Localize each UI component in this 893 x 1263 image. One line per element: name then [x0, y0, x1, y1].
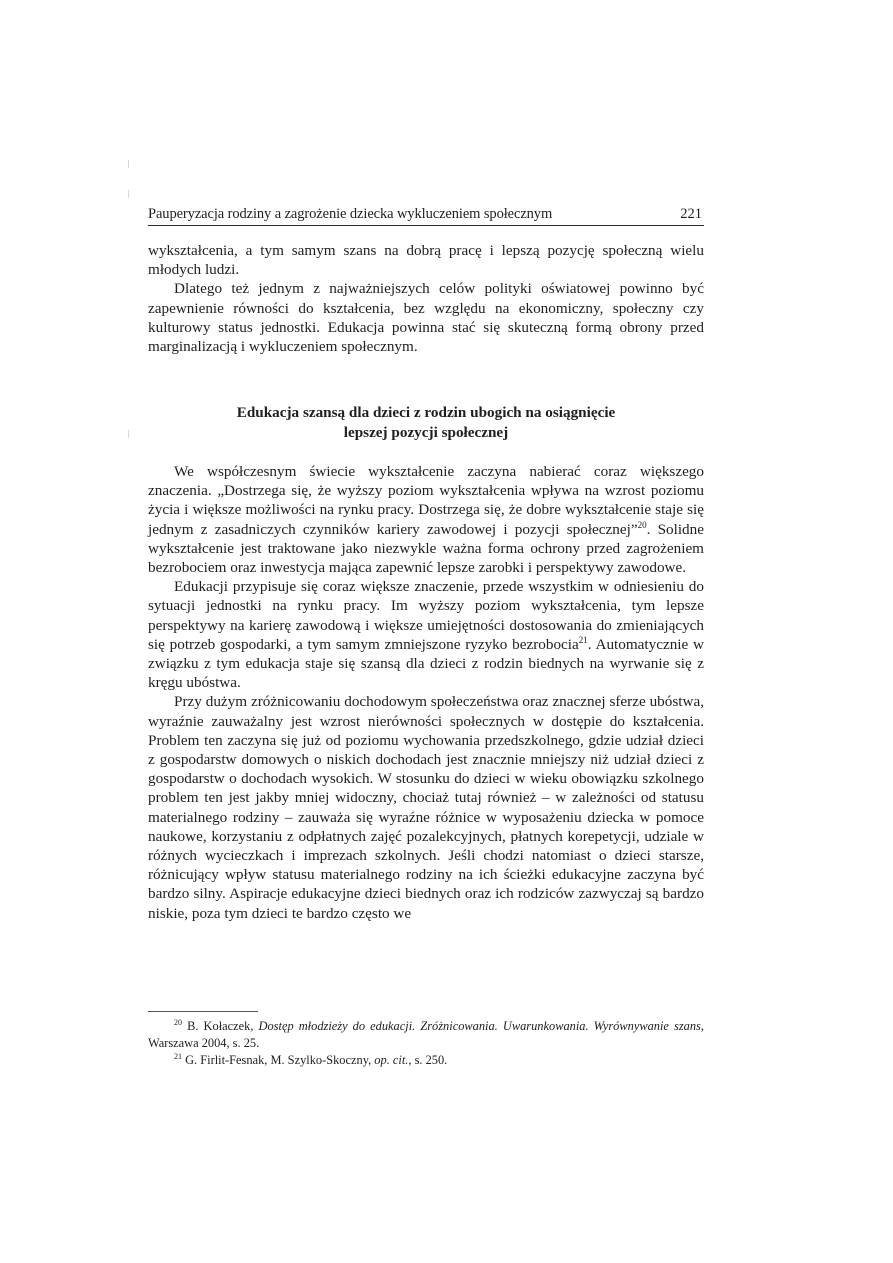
footnote-details: , Warszawa 2004, s. 25.	[148, 1019, 704, 1050]
paragraph-text: Edukacji przypisuje się coraz większe znaczenie, przede wszystkim w odniesieniu do sytuacji jednostki na rynku pracy. Im wyższy poziom wykształcenia, tym lepsze perspektywy na karierę zawodową i większe umiejętności dostosowania do zmieniających się potrzeb gospodarki, a tym samym zmniejszone ryzyko bezrobocia	[148, 578, 704, 653]
footnote-details: , s. 250.	[408, 1052, 448, 1067]
paragraph-text: We współczesnym świecie wykształcenie zaczyna nabierać coraz większego znaczenia. „Dostrzega się, że wyższy poziom wykształcenia wpływa na wzrost poziomu życia i większe możliwości na rynku pracy. Dostrzega się, że dobre wykształcenie staje się jednym z zasadniczych czynników kariery zawodowej i pozycji społecznej”	[148, 463, 704, 538]
footnote-number: 20	[174, 1018, 182, 1027]
footnote-ref-20: 20	[637, 519, 647, 530]
footnote-ref-21: 21	[578, 634, 588, 645]
footnote-author: B. Kołaczek,	[187, 1019, 259, 1033]
intro-paragraph-2: Dlatego też jednym z najważniejszych celów polityki oświatowej powinno być zapewnienie równości do kształcenia, bez względu na ekonomiczny, społeczny czy kulturowy status jednostki. Edukacja powinna stać się skuteczną formą obrony przed marginalizacją i wykluczeniem społecznym.	[148, 280, 704, 356]
intro-text	[148, 241, 704, 356]
section-text	[148, 462, 704, 923]
footnote-separator	[148, 1011, 258, 1012]
intro-paragraph-1: wykształcenia, a tym samym szans na dobrą pracę i lepszą pozycję społeczną wielu młodych ludzi.	[148, 242, 704, 279]
running-header-title: Pauperyzacja rodziny a zagrożenie dziecka wykluczeniem społecznym	[148, 206, 553, 222]
section-paragraph-2	[148, 577, 704, 692]
margin-scan-marks	[128, 160, 130, 460]
footnote-20	[148, 1018, 704, 1052]
scan-speck	[128, 160, 129, 168]
section-heading	[148, 403, 704, 443]
footnote-title: op. cit.	[374, 1052, 409, 1067]
footnote-21	[148, 1052, 704, 1069]
paragraph-text: . Solidne wykształcenie jest traktowane jako niezwykle ważna forma ochrony przed zagrożeniem bezrobociem oraz inwestycja mająca zapewnić lepsze zarobki i perspektywy zawodowe.	[148, 520, 704, 577]
footnote-author: G. Firlit-Fesnak, M. Szylko-Skoczny,	[185, 1052, 375, 1067]
section-heading-line-1: Edukacja szansą dla dzieci z rodzin ubogich na osiągnięcie	[236, 404, 616, 421]
footnote-number: 21	[174, 1051, 182, 1061]
section-heading-line-2: lepszej pozycji społecznej	[343, 424, 509, 441]
page-number: 221	[680, 206, 702, 222]
section-paragraph-3: Przy dużym zróżnicowaniu dochodowym społeczeństwa oraz znacznej sferze ubóstwa, wyraźnie zauważalny jest wzrost nierówności społecznych w dostępie do kształcenia. Problem ten zaczyna się już od poziomu wychowania przedszkolnego, gdzie udział dzieci z gospodarstw domowych o niskich dochodach jest znacznie mniejszy niż udział dzieci z gospodarstw o dochodach wysokich. W stosunku do dzieci w wieku obowiązku szkolnego problem ten jest jakby mniej widoczny, chociaż tutaj również – w zależności od statusu materialnego rodziny – zauważa się wyraźne różnice w wyposażeniu dziecka w pomoce naukowe, korzystaniu z odpłatnych zajęć pozalekcyjnych, płatnych korepetycji, udziale w różnych wycieczkach i imprezach szkolnych. Jeśli chodzi natomiast o dzieci starsze, różnicujący wpływ statusu materialnego rodziny na ich ścieżki edukacyjne zaczyna być bardzo silny. Aspiracje edukacyjne dzieci biednych oraz ich rodziców zazwyczaj są bardzo niskie, poza tym dzieci te bardzo często we	[148, 693, 704, 922]
scan-speck	[128, 190, 129, 198]
scan-speck	[128, 430, 129, 438]
footnotes	[148, 1018, 704, 1068]
paragraph-text: . Automatycznie w związku z tym edukacja staje się szansą dla dzieci z rodzin biednych na wyrwanie się z kręgu ubóstwa.	[148, 635, 704, 692]
section-paragraph-1	[148, 462, 704, 577]
footnote-title: Dostęp młodzieży do edukacji. Zróżnicowania. Uwarunkowania. Wyrównywanie szans	[258, 1019, 701, 1033]
running-header	[148, 205, 704, 226]
